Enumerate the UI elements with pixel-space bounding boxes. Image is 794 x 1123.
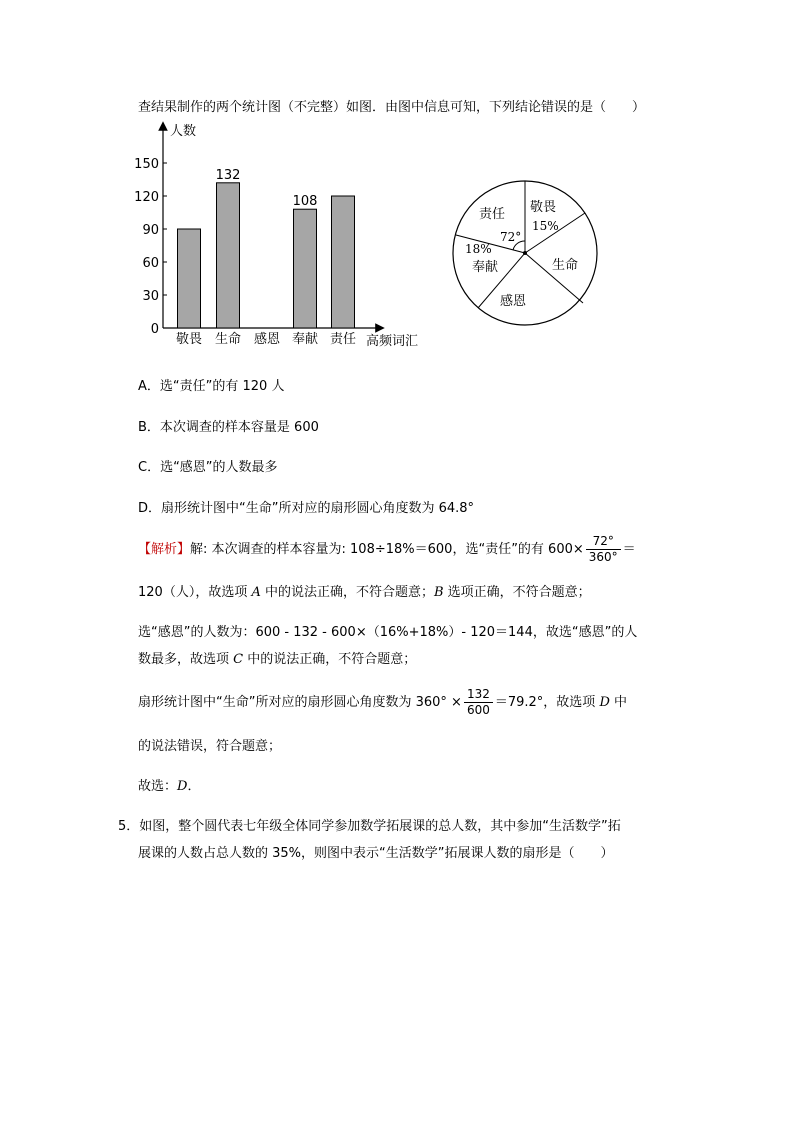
x-tick-label: 敬畏 (175, 332, 203, 347)
analysis-text-7b: ． (187, 779, 201, 794)
question-number: 5． (118, 819, 140, 834)
analysis-text-2b: 中的说法正确，不符合题意； (260, 585, 434, 600)
question-5-line-1 (118, 815, 621, 834)
analysis-text-2a: 120（人），故选项 (138, 585, 252, 600)
analysis-text-1a: 解: 本次调查的样本容量为: 108÷18%＝600，选“责任”的有 600× (190, 542, 584, 557)
var-answer: D (177, 779, 188, 794)
analysis-text-7a: 故选： (138, 779, 178, 794)
x-tick-label: 生命 (214, 332, 242, 347)
bar-value-label: 108 (292, 194, 318, 210)
label-fengxian-pct: 18% (465, 242, 492, 256)
option-b: B．本次调查的样本容量是 600 (138, 420, 319, 435)
analysis-line-3: 选“感恩”的人数为：600 - 132 - 600×（16%+18%）- 120＝144，故选“感恩”的人 (138, 625, 638, 640)
label-jingwei: 敬畏 (530, 200, 557, 215)
x-axis-label: 高频词汇 (366, 334, 419, 349)
analysis-tag: 【解析】 (138, 542, 191, 557)
bar-chart (130, 118, 430, 350)
pie-center (523, 251, 527, 255)
analysis-text-5a: 扇形统计图中“生命”所对应的扇形圆心角度数为 360° × (138, 695, 462, 710)
analysis-text-5b: ＝79.2°，故选项 (494, 695, 600, 710)
analysis-line-1 (138, 533, 636, 567)
x-tick-labels (176, 331, 356, 347)
analysis-line-6: 的说法错误，符合题意； (138, 739, 282, 754)
analysis-text-4a: 数最多，故选项 (138, 652, 234, 667)
question-5-line-2: 展课的人数占总人数的 35%，则图中表示“生活数学”拓展课人数的扇形是（ ） (138, 846, 614, 861)
label-angle: 72° (500, 230, 522, 244)
y-tick-label: 60 (142, 256, 159, 271)
var-d: D (599, 695, 610, 710)
bar-0 (178, 229, 201, 328)
label-fengxian: 奉献 (472, 260, 499, 275)
pie-chart (452, 175, 602, 329)
label-jingwei-pct: 15% (532, 219, 559, 233)
x-tick-label: 责任 (329, 332, 357, 347)
option-d: D．扇形统计图中“生命”所对应的扇形圆心角度数为 64.8° (138, 501, 475, 516)
analysis-line-2 (138, 581, 591, 600)
label-zeren: 责任 (479, 207, 506, 222)
analysis-text-2c: 选项正确，不符合题意； (443, 585, 591, 600)
analysis-text-4b: 中的说法正确，不符合题意； (243, 652, 417, 667)
fraction-132-600 (464, 687, 493, 718)
x-tick-label: 感恩 (253, 332, 281, 347)
bar-value-label: 132 (215, 167, 241, 183)
analysis-text-1b: ＝ (622, 542, 636, 557)
analysis-line-5 (138, 686, 627, 720)
bar-1 (217, 183, 240, 328)
analysis-line-4 (138, 648, 416, 667)
y-tick-label: 0 (150, 322, 159, 337)
label-ganen: 感恩 (500, 294, 527, 309)
y-axis-label: 人数 (170, 124, 197, 139)
question-intro: 查结果制作的两个统计图（不完整）如图．由图中信息可知，下列结论错误的是（ ） (138, 100, 646, 115)
y-tick-label: 90 (142, 223, 159, 238)
y-tick-label: 30 (142, 289, 159, 304)
option-a: A．选“责任”的有 120 人 (138, 379, 285, 394)
fraction-numerator: 132 (466, 687, 490, 701)
fraction-denominator: 600 (464, 702, 493, 718)
x-tick-label: 奉献 (291, 332, 319, 347)
question-5-text-1: 如图，整个圆代表七年级全体同学参加数学拓展课的总人数，其中参加“生活数学”拓 (139, 819, 621, 834)
bar-3 (294, 209, 317, 328)
bar-4 (332, 196, 355, 328)
fraction-numerator: 72° (592, 534, 614, 548)
y-tick-label: 150 (134, 157, 159, 172)
var-a: A (251, 585, 261, 600)
analysis-line-7 (138, 775, 200, 794)
fraction-denominator: 360° (586, 549, 621, 565)
y-tick-labels (134, 157, 167, 337)
bars (178, 168, 355, 328)
analysis-text-5c: 中 (609, 695, 628, 710)
var-b: B (433, 585, 444, 600)
label-shengming: 生命 (552, 258, 579, 273)
option-c: C．选“感恩”的人数最多 (138, 460, 278, 475)
var-c: C (233, 652, 244, 667)
y-tick-label: 120 (134, 190, 159, 205)
fraction-72-360 (586, 534, 621, 565)
